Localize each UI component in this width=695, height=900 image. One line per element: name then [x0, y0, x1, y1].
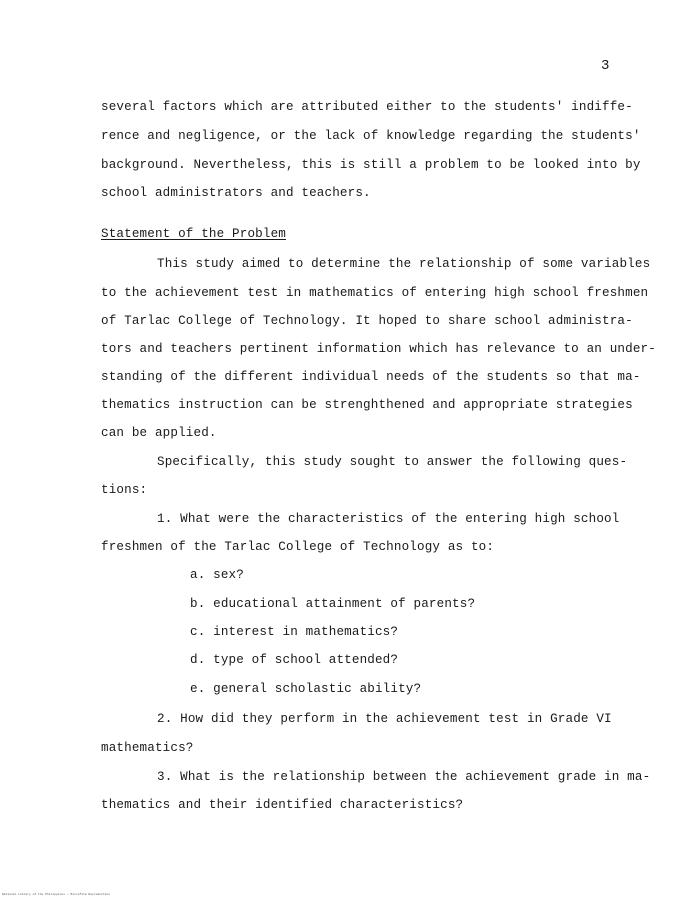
question-line: 2. How did they perform in the achievement test in Grade VI: [157, 712, 612, 726]
paragraph-line: Specifically, this study sought to answer the following ques-: [157, 455, 628, 469]
list-item: a. sex?: [190, 568, 244, 582]
intro-line: school administrators and teachers.: [101, 186, 371, 200]
footer-stamp: National Library of the Philippines — Microfilm Reproduction: [2, 893, 111, 896]
paragraph-line: can be applied.: [101, 426, 217, 440]
paragraph-line: This study aimed to determine the relationship of some variables: [157, 257, 651, 271]
question-line: 3. What is the relationship between the achievement grade in ma-: [157, 770, 651, 784]
question-line: thematics and their identified characteristics?: [101, 798, 464, 812]
page-number: 3: [601, 58, 610, 74]
paragraph-line: tors and teachers pertinent information which has relevance to an under-: [101, 342, 656, 356]
question-line: 1. What were the characteristics of the entering high school: [157, 512, 620, 526]
paragraph-line: to the achievement test in mathematics of entering high school freshmen: [101, 286, 649, 300]
intro-line: several factors which are attributed either to the students' indiffe-: [101, 100, 633, 114]
list-item: e. general scholastic ability?: [190, 682, 422, 696]
question-line: freshmen of the Tarlac College of Technology as to:: [101, 540, 495, 554]
section-heading: Statement of the Problem: [101, 227, 286, 241]
paragraph-line: thematics instruction can be strenghthened and appropriate strategies: [101, 398, 633, 412]
list-item: c. interest in mathematics?: [190, 625, 399, 639]
paragraph-line: tions:: [101, 483, 148, 497]
list-item: d. type of school attended?: [190, 653, 399, 667]
list-item: b. educational attainment of parents?: [190, 597, 476, 611]
paragraph-line: of Tarlac College of Technology. It hoped to share school administra-: [101, 314, 633, 328]
paragraph-line: standing of the different individual needs of the students so that ma-: [101, 370, 641, 384]
intro-line: rence and negligence, or the lack of knowledge regarding the students': [101, 129, 641, 143]
question-line: mathematics?: [101, 741, 194, 755]
intro-line: background. Nevertheless, this is still a problem to be looked into by: [101, 158, 641, 172]
